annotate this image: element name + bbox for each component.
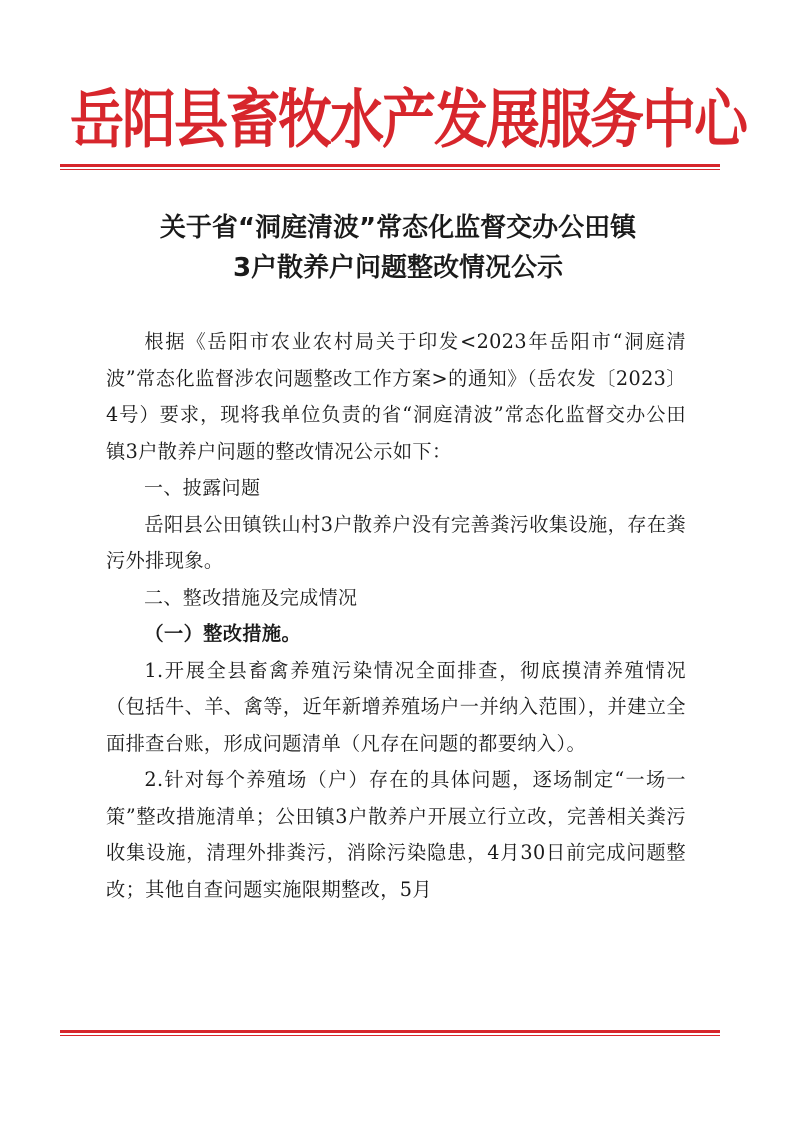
header-divider-thin [60,169,720,170]
document-body [106,324,686,908]
header-divider [60,164,720,170]
document-title-line-2: 3户散养户问题整改情况公示 [232,253,564,283]
agency-letterhead: 岳阳县畜牧水产发展服务中心 [70,81,746,157]
subsection-1-heading: （一）整改措施。 [144,622,302,645]
measure-item-1: 1.开展全县畜禽养殖污染情况全面排查，彻底摸清养殖情况（包括牛、羊、禽等，近年新增养殖场户一并纳入范围），并建立全面排查台账，形成问题清单（凡存在问题的都要纳入）。 [106,658,686,755]
section-1-heading: 一、披露问题 [144,477,261,499]
intro-paragraph: 根据《岳阳市农业农村局关于印发<2023年岳阳市“洞庭清波”常态化监督涉农问题整改工作方案>的通知》（岳农发〔2023〕4号）要求，现将我单位负责的省“洞庭清波”常态化监督交办公田镇3户散养户问题的整改情况公示如下： [106,330,686,463]
footer-divider [60,1030,720,1036]
document-title-line-1: 关于省“洞庭清波”常态化监督交办公田镇 [159,213,637,243]
footer-divider-thin [60,1035,720,1036]
section-1-paragraph: 岳阳县公田镇铁山村3户散养户没有完善粪污收集设施，存在粪污外排现象。 [106,512,686,572]
document-title [70,208,726,288]
section-2-heading: 二、整改措施及完成情况 [144,586,358,609]
measure-item-2: 2.针对每个养殖场（户）存在的具体问题，逐场制定“一场一策”整改措施清单；公田镇3户散养户开展立行立改，完善相关粪污收集设施，清理外排粪污，消除污染隐患，4月30日前完成问题整改；其他自查问题实施限期整改，5月 [106,768,686,901]
